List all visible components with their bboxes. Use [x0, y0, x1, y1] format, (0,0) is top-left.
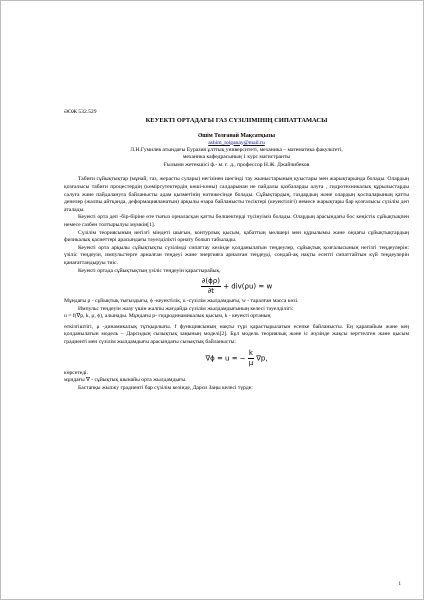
paper-title: КЕУЕКТІ ОРТАДАҒЫ ГАЗ СҮЗІЛІМІНІҢ СИПАТТАМАСЫ [145, 116, 328, 124]
paragraph-porous-medium: Кеуекті орта деп -бір-біріне өте тығыз орналасқан қатты бөлшектерді түсінуіміз болады. Олардың арасындағы бос кеңістік сұйықтықпен немесе газбен толтырылуы мүмкін[1]. [64, 214, 409, 228]
darcy-numerator: k [248, 348, 253, 357]
affiliation-line-1: Л.Н.Гумилев атындағы Еуразия ұлттық университеті, механика – математика факультеті, [130, 146, 343, 153]
darcy-denominator: μ [248, 358, 254, 367]
paragraph-definitions: Мұндағы ρ - сұйықтық тығыздығы, ϕ -кеуектілік, u -сүзілім жылдамдығы, w - таралған масса көзі. [64, 298, 299, 305]
paragraph-impulse: Импульс теңдеуін жазу үшін жалпы жағдайда сүзілім жылдамдығының келесі тәуелділігі: [78, 305, 294, 312]
page-number: 1 [398, 582, 401, 587]
supervisor-line: Ғылыми жетекшісі ф.- м. ғ. д., профессор Н.Ж. Джайчибеков [163, 161, 310, 168]
udk-code: ӘОЖ 532.529 [64, 109, 97, 115]
paragraph-intro: Табиғи сұйықтықтар (мұнай, газ, жерасты сулары) негізінен шөгінді тау жыныстарының қуыстары мен жарықтарында болады. Олардың қозғалысы табиғи процестердің (көмірсутектердің көші-көны) салдарынан не пайдалы қазбаларды алуға , гидротехникалық құрылыстарды салуға және пайдалануға байланысты адам қызметінің нәтижесінде болады. Сұйықтардың, газдардың және олардың қоспаларының қатты денелер (жалпы айтқанда, деформацияланатын) арқылы өзара байланысты тесіктері (кеуектілігі) немесе жарықтары бар қозғалысы сүзілім деп аталады. [64, 176, 409, 213]
continuity-fraction [201, 277, 221, 296]
paragraph-equations: Кеуекті орта арқылы сұйықтықты сүзілімді сипаттау кезінде қолданылатын теңдеулер, сұйықтық қозғалысының негізгі теңдеулерін: үзіліс теңдеуін, импульстерге арналған теңдеуі және энергияға арналған теңдеуді, сондай-ақ нақты есепті сипаттайтын күй теңдеулерін қанағаттандыруы тиіс. [64, 244, 409, 266]
continuity-rest: + div(ρu) = w [223, 282, 273, 291]
fraction-denominator: ∂t [207, 287, 215, 296]
shows-word: көрсетеді. [64, 369, 88, 376]
velocity-function-line: u = f(∇p, k, μ, ϕ), алынады. Мұндағы p- гидродинамикалық қысым, k - кеуекті ортаның [64, 313, 271, 320]
affiliation-line-2: механика кафедрасының 1 курс магистранты [182, 154, 291, 161]
author-name: Әшім Толғанай Мақсатқызы [197, 132, 276, 139]
paragraph-filtration-theory: Сүзілім теориясының негізгі міндеті шығын, контурлық қысым, қабаттың мөлшері мен құрылымы және ондағы сұйықтықтардың физикалық қасиеттері арасындағы тәуелділікті орнату болып табылады. [64, 229, 409, 244]
darcy-equation [64, 349, 409, 368]
fraction-numerator: ∂(ϕρ) [201, 277, 220, 286]
darcy-left: ∇ϕ = u = − [205, 354, 246, 363]
darcy-right: ∇p, [256, 354, 268, 363]
paragraph-continuity: Кеуекті ортада сұйықтықтың үзіліс теңдеуін қарастырайық. [78, 267, 221, 274]
paragraph-initial-gradient: Бастапқы жылжу градиенті бар сүзілім кезінде, Дарси Заңы келесі түрде: [78, 384, 253, 391]
author-email-link[interactable]: ashim_tolganay@mail.ru [208, 139, 265, 146]
darcy-fraction [248, 349, 254, 368]
nabla-definition: мұндағы ∇ - сұйықтық шынайы орта жылдамдығы. [64, 377, 187, 384]
page-content [64, 109, 409, 392]
paragraph-darcy: өткізгіштігі, μ -динамикалық тұтқырлығы. f функциясының нақты түрі қарастырылатын есепке байланысты. Ең қарапайым және кең қолданылатын модель – Дарсидың сызықтық заңының моделі[2]. Бұл модель теориялық және іс жүзінде жақсы зерттелген және қысым градиенті мен сүзілім жылдамдығы арасындағы сызықтық байланысты: [64, 323, 409, 346]
continuity-equation [64, 277, 409, 296]
